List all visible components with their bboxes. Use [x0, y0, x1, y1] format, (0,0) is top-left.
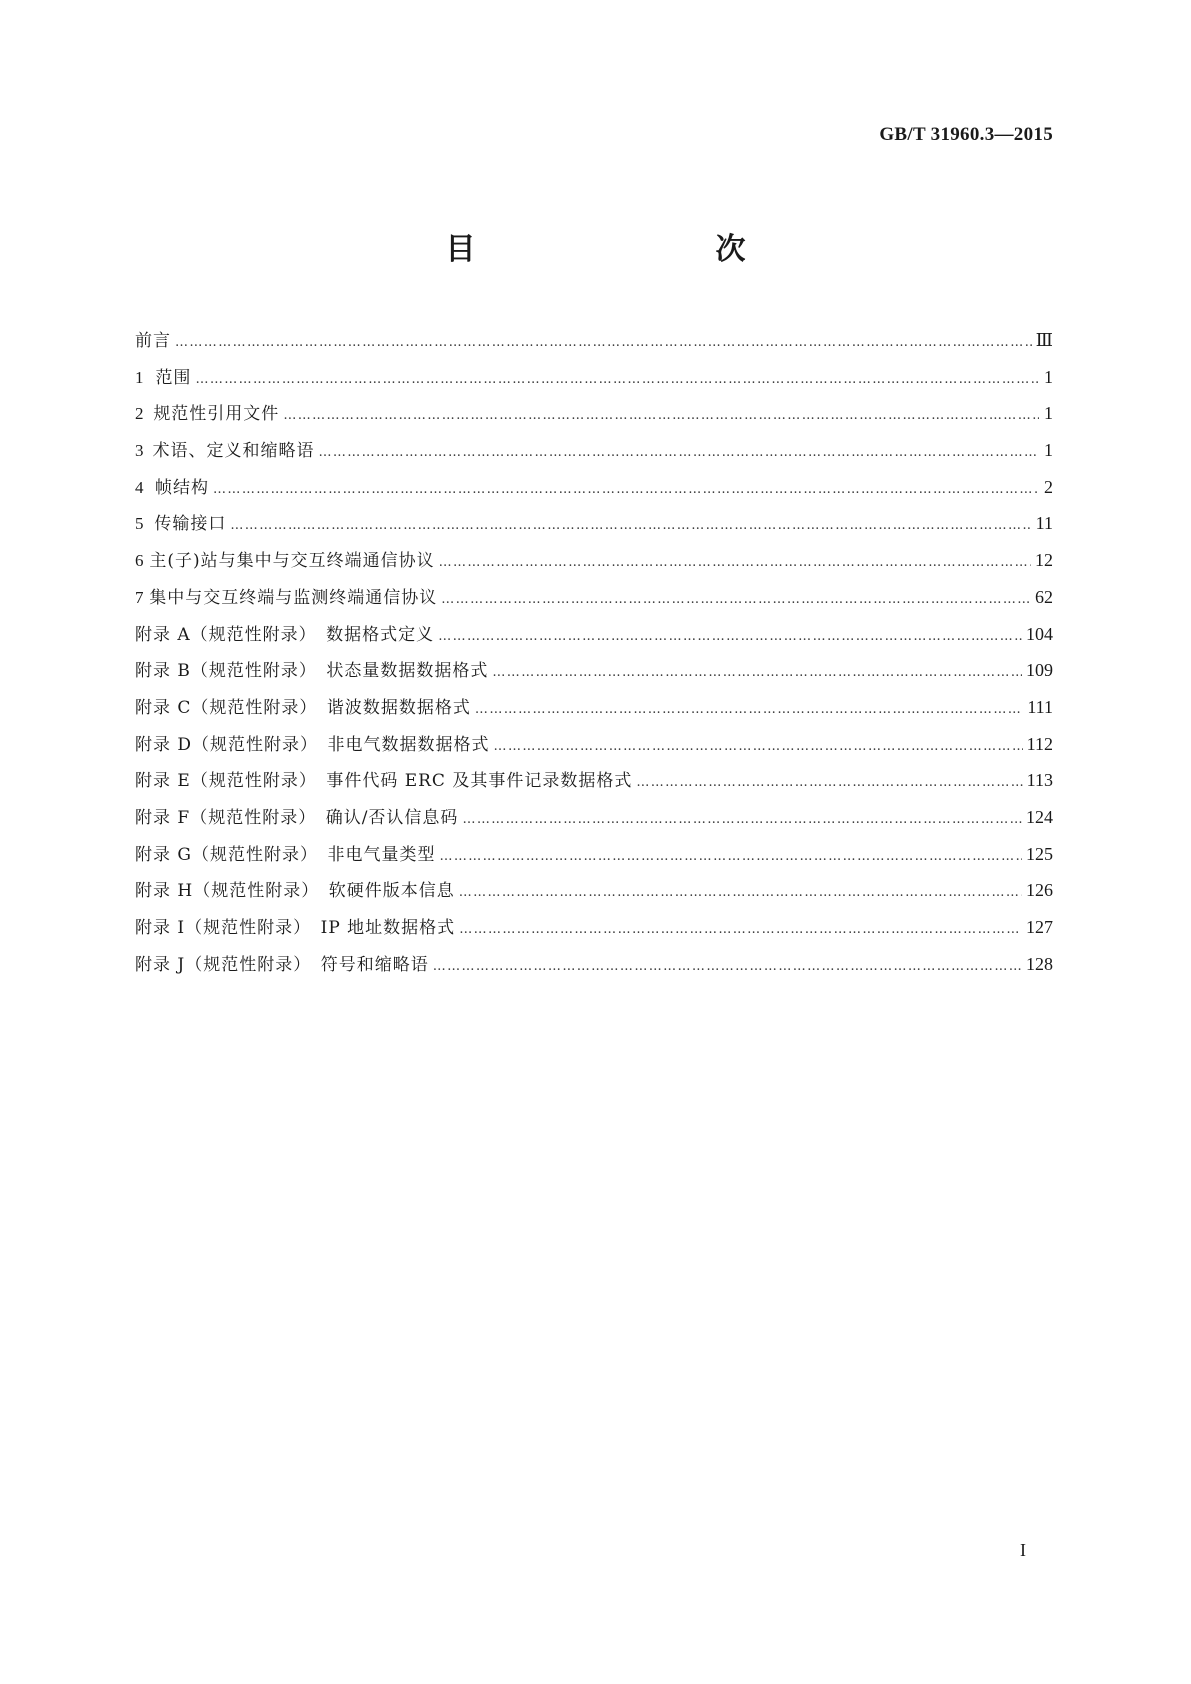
- toc-entry-appendix-f[interactable]: [135, 803, 1053, 840]
- toc-entry-appendix-b[interactable]: [135, 656, 1053, 693]
- toc-entry-appendix-g[interactable]: [135, 840, 1053, 877]
- toc-entry-number: 4: [135, 477, 144, 497]
- toc-leader: [318, 445, 1039, 460]
- toc-entry-label: 附录 H（规范性附录） 软硬件版本信息: [135, 881, 455, 902]
- toc-entry-label: 附录 I（规范性附录） IP 地址数据格式: [135, 918, 456, 938]
- toc-entry-page: 1: [1044, 366, 1053, 387]
- toc-entry-label: 集中与交互终端与监测终端通信协议: [149, 587, 438, 608]
- toc-leader: [439, 849, 1022, 864]
- toc-entry-page: 125: [1026, 843, 1053, 864]
- toc-entry-label: 前言: [135, 331, 171, 351]
- toc-entry-label: 附录 E（规范性附录） 事件代码 ERC 及其事件记录数据格式: [135, 771, 633, 792]
- toc-entry-preface[interactable]: [135, 326, 1053, 363]
- toc-entry-page: 11: [1035, 513, 1053, 534]
- toc-entry-page: 127: [1026, 917, 1053, 937]
- toc-leader: [439, 555, 1031, 570]
- toc-leader: [230, 518, 1031, 533]
- toc-entry-appendix-j[interactable]: [135, 950, 1053, 987]
- toc-entry-7[interactable]: [135, 583, 1053, 620]
- toc-entry-appendix-e[interactable]: [135, 766, 1053, 803]
- toc-entry-label: 附录 C（规范性附录） 谐波数据数据格式: [135, 697, 471, 718]
- toc-entry-4[interactable]: [135, 473, 1053, 510]
- toc-entry-number: 1: [135, 367, 144, 387]
- toc-entry-label: 帧结构: [155, 477, 210, 498]
- toc-entry-page: 62: [1035, 586, 1053, 607]
- toc-entry-page: 126: [1026, 880, 1053, 901]
- toc-entry-appendix-a[interactable]: [135, 620, 1053, 657]
- toc-entry-number: 2: [135, 404, 144, 424]
- toc-entry-label: 附录 J（规范性附录） 符号和缩略语: [135, 954, 429, 975]
- toc-entry-1[interactable]: [135, 363, 1053, 400]
- toc-leader: [475, 702, 1023, 717]
- toc-entry-page: 1: [1044, 440, 1053, 461]
- toc-leader: [636, 775, 1022, 790]
- toc-entry-page: 124: [1026, 806, 1053, 827]
- toc-entry-page: 1: [1044, 403, 1053, 424]
- toc-entry-2[interactable]: [135, 399, 1053, 436]
- toc-entry-number: 6: [135, 551, 144, 571]
- toc-entry-5[interactable]: [135, 509, 1053, 546]
- toc-entry-page: 113: [1026, 770, 1053, 791]
- toc-entry-appendix-d[interactable]: [135, 730, 1053, 767]
- toc-entry-page: 12: [1035, 550, 1053, 571]
- toc-entry-label: 附录 A（规范性附录） 数据格式定义: [135, 624, 435, 645]
- toc-leader: [492, 665, 1022, 680]
- toc-leader: [494, 739, 1023, 754]
- toc-leader: [433, 959, 1022, 974]
- toc-entry-label: 主(子)站与集中与交互终端通信协议: [149, 551, 435, 572]
- toc-entry-page: 109: [1026, 660, 1053, 681]
- toc-leader: [441, 592, 1031, 607]
- toc-entry-label: 附录 F（规范性附录） 确认/否认信息码: [135, 807, 459, 828]
- table-of-contents: [135, 326, 1053, 986]
- toc-entry-appendix-i[interactable]: [135, 913, 1053, 950]
- toc-entry-page: Ⅲ: [1035, 330, 1053, 350]
- toc-leader: [459, 922, 1022, 937]
- toc-leader: [462, 812, 1022, 827]
- toc-entry-page: 2: [1044, 476, 1053, 497]
- toc-entry-number: 7: [135, 587, 144, 607]
- toc-entry-label: 范围: [155, 367, 192, 388]
- toc-entry-appendix-c[interactable]: [135, 693, 1053, 730]
- toc-entry-number: 5: [135, 514, 144, 534]
- toc-entry-number: 3: [135, 441, 144, 461]
- standard-code: GB/T 31960.3—2015: [879, 124, 1053, 145]
- toc-entry-page: 104: [1026, 623, 1053, 644]
- toc-leader: [175, 335, 1032, 350]
- toc-leader: [459, 885, 1022, 900]
- toc-entry-label: 附录 B（规范性附录） 状态量数据数据格式: [135, 661, 489, 682]
- toc-leader: [213, 482, 1039, 497]
- toc-entry-6[interactable]: [135, 546, 1053, 583]
- page-title: 目 次: [445, 232, 806, 267]
- toc-entry-appendix-h[interactable]: [135, 876, 1053, 913]
- page-number: I: [1020, 1540, 1026, 1560]
- toc-entry-3[interactable]: [135, 436, 1053, 473]
- toc-entry-label: 术语、定义和缩略语: [152, 441, 315, 462]
- toc-entry-label: 规范性引用文件: [153, 404, 280, 425]
- toc-entry-label: 附录 D（规范性附录） 非电气数据数据格式: [135, 734, 490, 755]
- toc-entry-page: 112: [1026, 733, 1053, 754]
- toc-entry-label: 传输接口: [154, 514, 227, 535]
- toc-entry-label: 附录 G（规范性附录） 非电气量类型: [135, 844, 436, 865]
- toc-leader: [283, 408, 1039, 423]
- toc-leader: [195, 372, 1039, 387]
- toc-entry-page: 111: [1027, 696, 1053, 717]
- toc-leader: [438, 629, 1022, 644]
- toc-entry-page: 128: [1026, 953, 1053, 974]
